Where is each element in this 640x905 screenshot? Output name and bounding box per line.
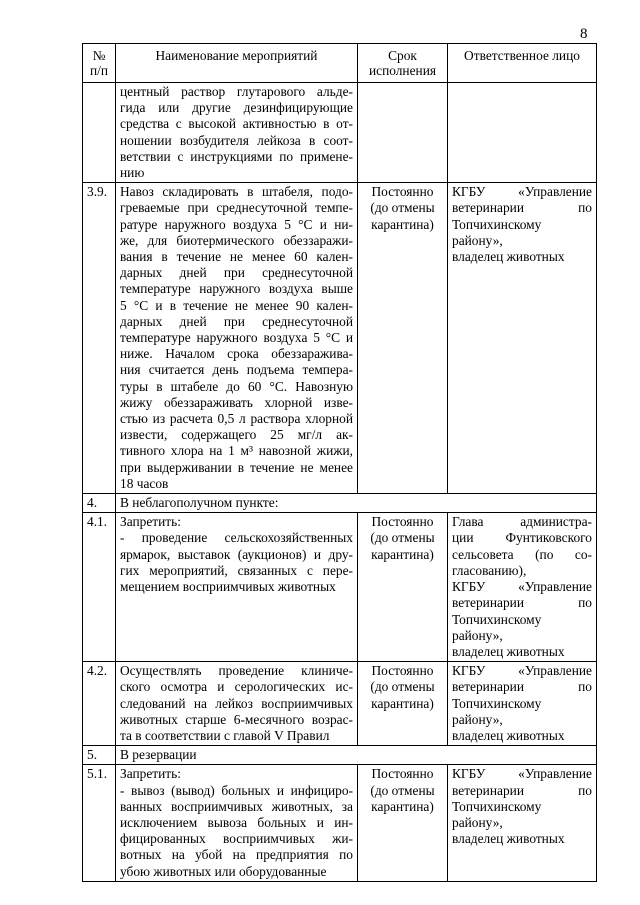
responsible-cell <box>448 513 597 662</box>
measure-text <box>116 662 358 746</box>
text-line: температуре наружного воздуха выше <box>120 281 353 297</box>
text-line: ния считается день подъема темпера- <box>120 362 353 378</box>
text-line: Запретить: <box>120 514 181 530</box>
text-line: нию <box>120 165 145 181</box>
term-cell <box>358 83 448 183</box>
header-term: Срок исполнения <box>358 44 448 83</box>
text-line: Топчихинскому <box>452 216 542 232</box>
text-line: (до отмены <box>370 679 435 695</box>
text-line: - вывоз (вывод) больных и инфициро- <box>120 782 353 798</box>
text-line: гласованию), <box>452 562 527 578</box>
text-line: жижу обеззараживать хлорной изве- <box>120 394 353 410</box>
text-line: владелец животных <box>452 831 565 847</box>
text-line: КГБУ «Управление <box>452 184 592 200</box>
text-line: владелец животных <box>452 249 565 265</box>
text-line: вания в течение не менее 60 кален- <box>120 249 353 265</box>
text-line: Топчихинскому <box>452 611 542 627</box>
text-line: Постоянно <box>371 514 434 530</box>
header-number: № п/п <box>83 44 116 83</box>
text-line: мещением восприимчивых животных <box>120 579 336 595</box>
text-line: (до отмены <box>370 200 435 216</box>
text-line: Осуществлять проведение клиниче- <box>120 663 353 679</box>
text-line: владелец животных <box>452 727 565 743</box>
text-line: следований на лейкоз восприимчивых <box>120 695 353 711</box>
text-line: ветеринарии по <box>452 200 592 216</box>
table-row <box>83 494 597 513</box>
measure-text <box>116 765 358 881</box>
table-row <box>83 765 597 881</box>
text-line: ветствии с инструкциями по примене- <box>120 148 353 164</box>
row-number: 5. <box>83 746 116 765</box>
measure-text <box>116 183 358 494</box>
text-line: Глава администра- <box>452 514 592 530</box>
text-line: ветеринарии по <box>452 679 592 695</box>
text-line: туры в штабеле до 60 °С. Навозную <box>120 378 353 394</box>
text-line: греваемые при среднесуточной темпе- <box>120 200 353 216</box>
section-title: В резервации <box>116 746 597 765</box>
header-responsible: Ответственное лицо <box>448 44 597 83</box>
text-line: карантина) <box>371 216 434 232</box>
text-line: Постоянно <box>371 663 434 679</box>
text-line: КГБУ «Управление <box>452 766 592 782</box>
text-line: ношении возбудителя лейкоза в соот- <box>120 132 353 148</box>
text-line: 18 часов <box>120 475 169 491</box>
text-line: центный раствор глутарового альде- <box>120 84 353 99</box>
measures-table <box>82 43 597 882</box>
text-line: животных старше 6-месячного возрас- <box>120 711 353 727</box>
text-line: гида или другие дезинфицирующие <box>120 100 353 116</box>
text-line: ярмарок, выставок (аукционов) и дру- <box>120 546 353 562</box>
text-line: при выдерживании в течение не менее <box>120 459 353 475</box>
text-line: району», <box>452 627 503 643</box>
text-line: температуре наружного воздуха 5 °С и <box>120 330 353 346</box>
text-line: Постоянно <box>371 184 434 200</box>
text-line: карантина) <box>371 695 434 711</box>
text-line: карантина) <box>371 546 434 562</box>
row-number: 4.2. <box>83 662 116 746</box>
text-line: Запретить: <box>120 766 181 782</box>
text-line: КГБУ «Управление <box>452 579 592 595</box>
row-number: 4.1. <box>83 513 116 662</box>
text-line: ского осмотра и серологических ис- <box>120 679 353 695</box>
text-line: та в соответствии с главой V Правил <box>120 727 330 743</box>
text-line: ратуре наружного воздуха 5 °С и ни- <box>120 216 353 232</box>
term-cell <box>358 183 448 494</box>
text-line: - проведение сельскохозяйственных <box>120 530 353 546</box>
text-line: стью из расчета 0,5 л раствора хлорной <box>120 411 353 427</box>
text-line: ванных восприимчивых животных, за <box>120 798 353 814</box>
text-line: Топчихинскому <box>452 798 542 814</box>
text-line: гих мероприятий, связанных с пере- <box>120 562 353 578</box>
text-line: (до отмены <box>370 782 435 798</box>
text-line: ветеринарии по <box>452 595 592 611</box>
text-line: средства с высокой активностью в от- <box>120 116 353 132</box>
table-row <box>83 662 597 746</box>
table-row <box>83 183 597 494</box>
responsible-cell <box>448 662 597 746</box>
text-line: Постоянно <box>371 766 434 782</box>
text-line: ции Фунтиковского <box>452 530 592 546</box>
responsible-cell <box>448 765 597 881</box>
text-line: же, для биотермического обеззаражи- <box>120 232 353 248</box>
term-cell <box>358 513 448 662</box>
text-line: ниже. Началом срока обеззаражива- <box>120 346 353 362</box>
row-number: 5.1. <box>83 765 116 881</box>
text-line: тивного хлора на 1 м³ навозной жижи, <box>120 443 353 459</box>
text-line: ветеринарии по <box>452 782 592 798</box>
section-title: В неблагополучном пункте: <box>116 494 597 513</box>
text-line: 5 °С и в течение не менее 90 кален- <box>120 297 353 313</box>
text-line: карантина) <box>371 798 434 814</box>
table-row <box>83 513 597 662</box>
text-line: извести, содержащего 25 мг/л ак- <box>120 427 353 443</box>
text-line: дарных дней при среднесуточной <box>120 265 353 281</box>
text-line: сельсовета (по со- <box>452 546 592 562</box>
row-number: 4. <box>83 494 116 513</box>
text-line: владелец животных <box>452 643 565 659</box>
text-line: Топчихинскому <box>452 695 542 711</box>
text-line: району», <box>452 711 503 727</box>
row-number <box>83 83 116 183</box>
page-number: 8 <box>580 26 588 42</box>
measure-text <box>116 513 358 662</box>
text-line: району», <box>452 814 503 830</box>
text-line: Навоз складировать в штабеля, подо- <box>120 184 353 200</box>
measure-text <box>116 83 358 183</box>
row-number: 3.9. <box>83 183 116 494</box>
text-line: убою животных или оборудованные <box>120 863 327 879</box>
text-line: исключением вывоза больных и ин- <box>120 814 353 830</box>
responsible-cell <box>448 183 597 494</box>
table-row <box>83 746 597 765</box>
term-cell <box>358 662 448 746</box>
text-line: дарных дней при среднесуточной <box>120 313 353 329</box>
table-header-row <box>83 44 597 83</box>
text-line: КГБУ «Управление <box>452 663 592 679</box>
text-line: вотных на убой на предприятия по <box>120 847 353 863</box>
text-line: (до отмены <box>370 530 435 546</box>
header-measure-name: Наименование мероприятий <box>116 44 358 83</box>
term-cell <box>358 765 448 881</box>
text-line: фицированных восприимчивых жи- <box>120 831 353 847</box>
responsible-cell <box>448 83 597 183</box>
text-line: району», <box>452 232 503 248</box>
table-row <box>83 83 597 183</box>
